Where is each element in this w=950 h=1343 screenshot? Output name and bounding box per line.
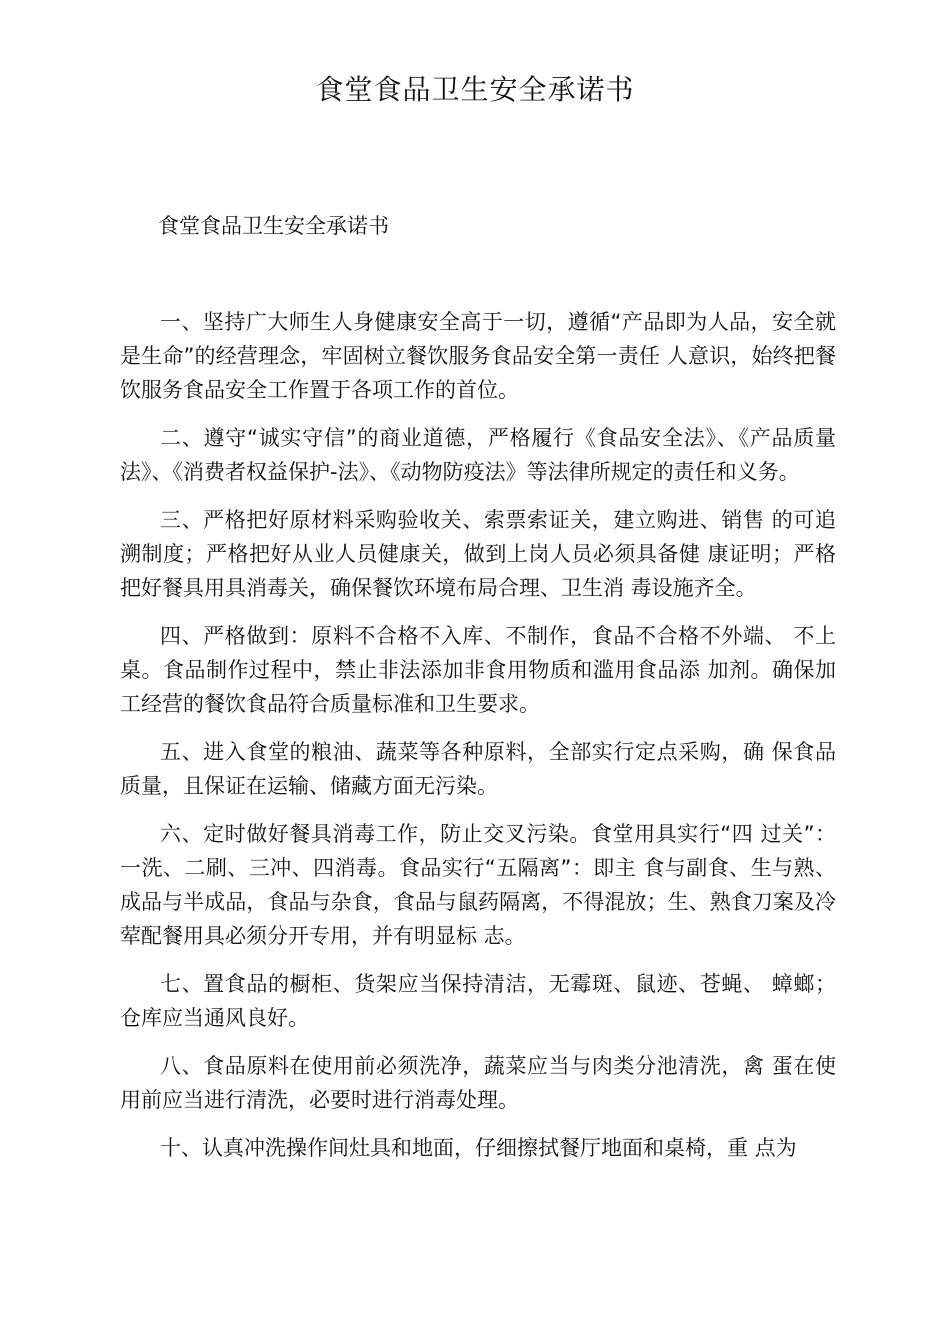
paragraph-7: 七、置食品的橱柜、货架应当保持清洁，无霉斑、鼠迹、苍蝇、 蟑螂；仓库应当通风良好。 <box>120 972 836 1030</box>
paragraph-4: 四、严格做到：原料不合格不入库、不制作，食品不合格不外端、 不上桌。食品制作过程中，禁止非法添加非食用物质和滥用食品添 加剂。确保加工经营的餐饮食品符合质量标准和卫生要求。 <box>120 624 836 716</box>
paragraph-5: 五、进入食堂的粮油、蔬菜等各种原料，全部实行定点采购，确 保食品质量，且保证在运输、储藏方面无污染。 <box>120 740 836 798</box>
document-title: 食堂食品卫生安全承诺书 <box>315 73 635 106</box>
document-body <box>120 305 836 1179</box>
paragraph-1: 一、坚持广大师生人身健康安全高于一切，遵循“产品即为人品，安全就是生命”的经营理念，牢固树立餐饮服务食品安全第一责任 人意识，始终把餐饮服务食品安全工作置于各项工作的首位。 <box>120 310 836 402</box>
document-subtitle: 食堂食品卫生安全承诺书 <box>158 214 389 238</box>
paragraph-6: 六、定时做好餐具消毒工作，防止交叉污染。食堂用具实行“四 过关”：一洗、二刷、三冲、四消毒。食品实行“五隔离”：即主 食与副食、生与熟、成品与半成品，食品与杂食，食品与鼠药隔离，不得混放；生、熟食刀案及冷荤配餐用具必须分开专用，并有明显标 志。 <box>120 822 836 948</box>
paragraph-10: 十、认真冲洗操作间灶具和地面，仔细擦拭餐厅地面和桌椅，重 点为 <box>160 1136 797 1160</box>
paragraph-8: 八、食品原料在使用前必须洗净，蔬菜应当与肉类分池清洗，禽 蛋在使用前应当进行清洗，必要时进行消毒处理。 <box>120 1054 836 1112</box>
paragraph-2: 二、遵守“诚实守信”的商业道德，严格履行《食品安全法》、《产品质量法》、《消费者权益保护-法》、《动物防疫法》等法律所规定的责任和义务。 <box>120 426 836 484</box>
paragraph-3: 三、严格把好原材料采购验收关、索票索证关，建立购进、销售 的可追溯制度；严格把好从业人员健康关，做到上岗人员必须具备健 康证明；严格把好餐具用具消毒关，确保餐饮环境布局合理、卫生消 毒设施齐全。 <box>120 508 836 600</box>
